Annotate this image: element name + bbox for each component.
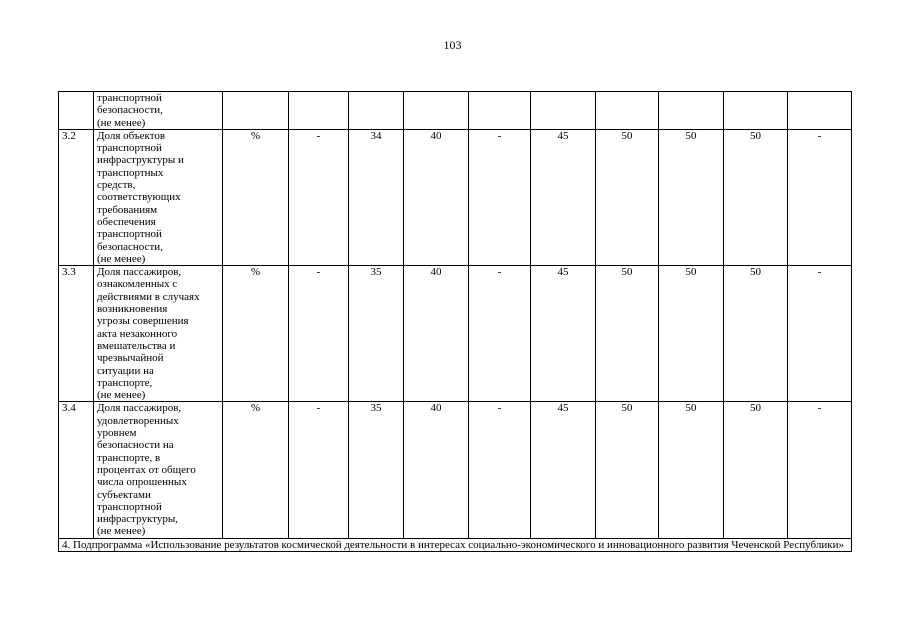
value-cell — [404, 92, 469, 130]
indicator-name-line: процентах от общего — [97, 463, 196, 476]
value-cell: 35 — [349, 402, 404, 538]
value-cell — [531, 92, 596, 130]
value-cell: 40 — [404, 402, 469, 538]
value-cell — [289, 92, 349, 130]
indicator-name-line: уровнем — [97, 427, 137, 440]
value-cell: 45 — [531, 402, 596, 538]
indicator-name-line: инфраструктуры, — [97, 513, 178, 526]
indicator-name-line: соответствующих — [97, 191, 181, 204]
value-cell: - — [469, 266, 531, 402]
value-cell: 50 — [659, 402, 724, 538]
unit-cell: % — [223, 266, 289, 402]
value-cell: 50 — [724, 266, 788, 402]
value-cell: 50 — [596, 129, 659, 265]
indicator-name-line: транспортной — [97, 500, 162, 513]
value-cell: 34 — [349, 129, 404, 265]
indicator-name — [94, 266, 223, 402]
indicator-name-line: транспорте, в — [97, 451, 161, 464]
value-cell — [469, 92, 531, 130]
indicator-name-line: безопасности, — [97, 240, 163, 253]
page-number: 103 — [443, 38, 462, 52]
indicator-name — [94, 129, 223, 265]
indicator-name-line: безопасности на — [97, 439, 174, 452]
value-cell: 40 — [404, 266, 469, 402]
indicator-name-line: транспортной — [97, 92, 162, 104]
indicator-name-line: безопасности, — [97, 104, 163, 117]
value-cell — [349, 92, 404, 130]
indicator-name-line: обеспечения — [97, 215, 156, 228]
table-row — [59, 266, 852, 402]
subprogram-title: 4. Подпрограмма «Использование результатов космической деятельности в интересах социально-экономического и инновационного развития Чеченской Республики» — [59, 538, 852, 551]
value-cell — [724, 92, 788, 130]
indicator-name — [94, 92, 223, 130]
row-number — [59, 92, 94, 130]
indicator-name-line: требованиям — [97, 203, 158, 216]
unit-cell — [223, 92, 289, 130]
value-cell: - — [788, 266, 852, 402]
indicator-name-line: (не менее) — [97, 116, 146, 129]
value-cell — [596, 92, 659, 130]
value-cell: - — [289, 129, 349, 265]
value-cell: 45 — [531, 129, 596, 265]
indicator-name-line: ситуации на — [97, 364, 154, 377]
value-cell: - — [469, 402, 531, 538]
table-row — [59, 92, 852, 130]
value-cell — [788, 92, 852, 130]
value-cell: 50 — [724, 402, 788, 538]
value-cell: - — [788, 402, 852, 538]
table-row — [59, 129, 852, 265]
row-number: 3.3 — [59, 266, 94, 402]
indicator-name-line: транспорте, — [97, 376, 153, 389]
indicator-name-line: транспортной — [97, 228, 162, 241]
indicator-name-line: (не менее) — [97, 252, 146, 265]
value-cell: 50 — [596, 266, 659, 402]
unit-cell: % — [223, 129, 289, 265]
value-cell: - — [289, 402, 349, 538]
value-cell: 45 — [531, 266, 596, 402]
indicator-name-line: угрозы совершения — [97, 315, 189, 328]
indicator-name-line: удовлетворенных — [97, 414, 179, 427]
indicators-table — [58, 91, 852, 552]
value-cell: 50 — [596, 402, 659, 538]
value-cell: 35 — [349, 266, 404, 402]
value-cell: - — [289, 266, 349, 402]
indicator-name-line: инфраструктуры и — [97, 154, 184, 167]
indicator-name-line: акта незаконного — [97, 327, 178, 340]
value-cell: 50 — [659, 129, 724, 265]
value-cell: - — [469, 129, 531, 265]
row-number: 3.2 — [59, 129, 94, 265]
indicator-name-line: возникновения — [97, 303, 168, 316]
indicator-name-line: вмешательства и — [97, 339, 176, 352]
indicator-name-line: (не менее) — [97, 525, 146, 538]
indicator-name-line: (не менее) — [97, 389, 146, 402]
value-cell: 40 — [404, 129, 469, 265]
table-row — [59, 402, 852, 538]
value-cell: - — [788, 129, 852, 265]
indicator-name-line: транспортных — [97, 166, 164, 179]
value-cell — [659, 92, 724, 130]
subprogram-row — [59, 538, 852, 551]
indicator-name-line: ознакомленных с — [97, 278, 178, 291]
value-cell: 50 — [724, 129, 788, 265]
row-number: 3.4 — [59, 402, 94, 538]
indicator-name — [94, 402, 223, 538]
indicator-name-line: Доля пассажиров, — [97, 402, 182, 415]
indicator-name-line: Доля пассажиров, — [97, 266, 182, 279]
indicator-name-line: средств, — [97, 179, 136, 192]
indicator-name-line: числа опрошенных — [97, 476, 187, 489]
unit-cell: % — [223, 402, 289, 538]
indicator-name-line: транспортной — [97, 142, 162, 155]
value-cell: 50 — [659, 266, 724, 402]
indicator-name-line: действиями в случаях — [97, 290, 200, 303]
indicator-name-line: Доля объектов — [97, 129, 166, 142]
indicator-name-line: субъектами — [97, 488, 151, 501]
indicator-name-line: чрезвычайной — [97, 352, 164, 365]
